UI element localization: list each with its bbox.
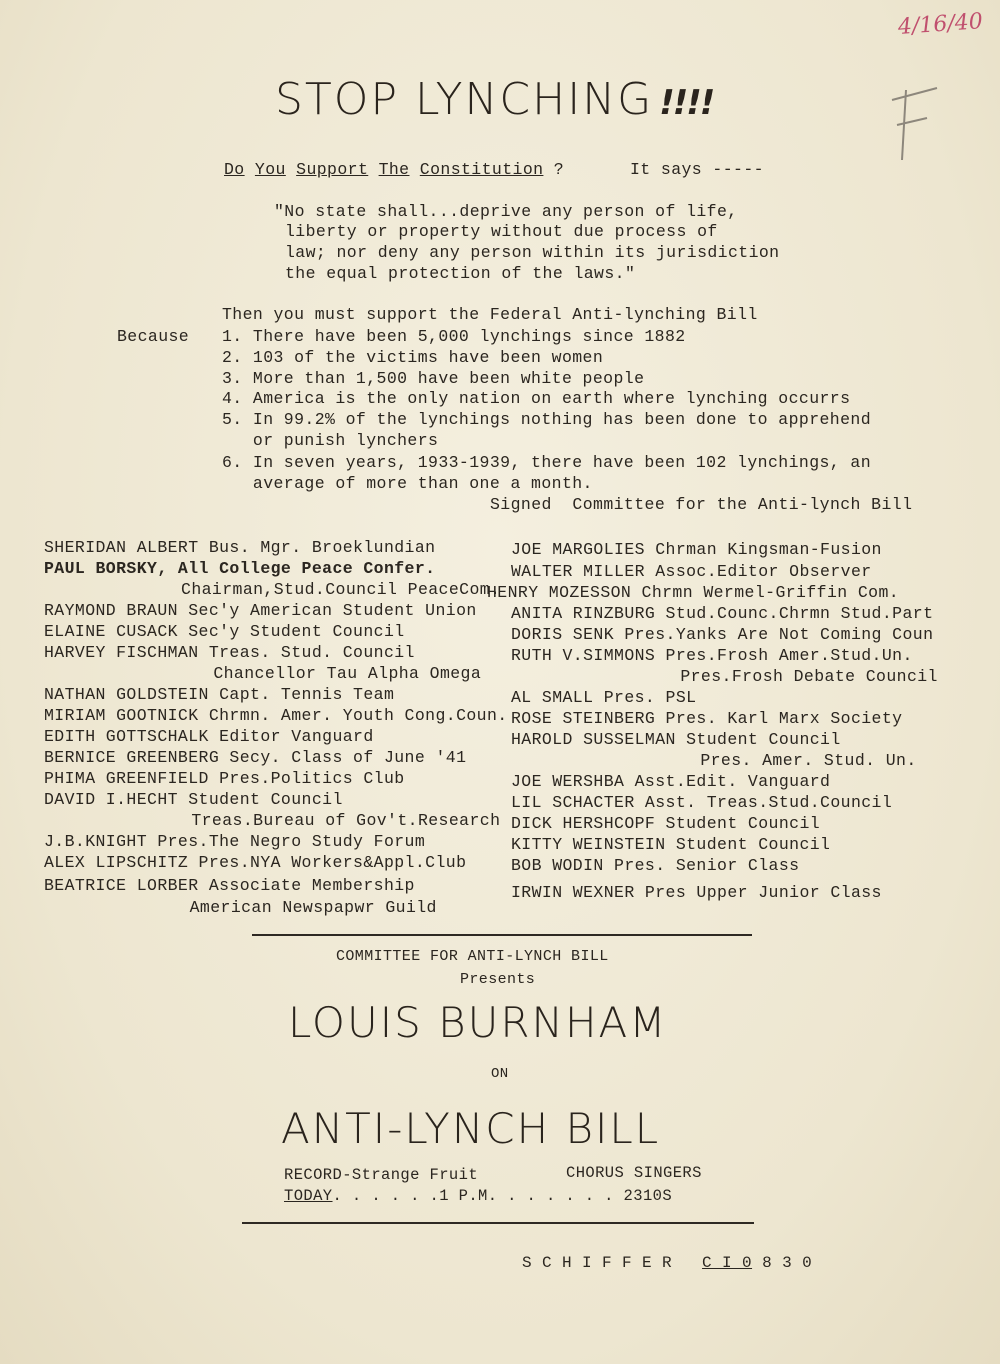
constitution-question: Do You Support The Constitution ? xyxy=(224,160,565,179)
signer-entry: Pres. Amer. Stud. Un. xyxy=(587,751,917,770)
signer-entry: PHIMA GREENFIELD Pres.Politics Club xyxy=(44,769,405,788)
presents-label: Presents xyxy=(460,971,536,988)
reason-item: 5. In 99.2% of the lynchings nothing has been done to apprehend xyxy=(222,410,872,429)
signer-entry: EDITH GOTTSCHALK Editor Vanguard xyxy=(44,727,374,746)
document-title: STOP LYNCHING !!!! xyxy=(275,74,714,125)
signed-line: Signed Committee for the Anti-lynch Bill xyxy=(490,495,913,514)
signer-entry: NATHAN GOLDSTEIN Capt. Tennis Team xyxy=(44,685,395,704)
quote-line: the equal protection of the laws." xyxy=(285,264,636,283)
reason-item: 4. America is the only nation on earth where lynching occurrs xyxy=(222,389,851,408)
schedule-line: TODAY. . . . . .1 P.M. . . . . . . 2310S xyxy=(284,1187,673,1205)
record-line: RECORD-Strange Fruit xyxy=(284,1166,479,1184)
reason-item: average of more than one a month. xyxy=(222,474,593,493)
signer-entry: Chancellor Tau Alpha Omega xyxy=(100,664,482,683)
it-says-text: It says ----- xyxy=(630,160,764,179)
signer-entry: MIRIAM GOOTNICK Chrmn. Amer. Youth Cong.Coun. xyxy=(44,706,508,725)
footer-imprint: S C H I F F E R C I 0 8 3 0 xyxy=(522,1254,813,1272)
topic-title: ANTI-LYNCH BILL xyxy=(281,1104,661,1153)
signer-entry: JOE WERSHBA Asst.Edit. Vanguard xyxy=(511,772,831,791)
speaker-name: LOUIS BURNHAM xyxy=(288,998,668,1047)
signer-entry: J.B.KNIGHT Pres.The Negro Study Forum xyxy=(44,832,426,851)
divider-top xyxy=(252,934,752,936)
signer-entry: Pres.Frosh Debate Council xyxy=(567,667,938,686)
signer-entry: HARVEY FISCHMAN Treas. Stud. Council xyxy=(44,643,415,662)
signer-entry: AL SMALL Pres. PSL xyxy=(511,688,697,707)
signer-entry: SHERIDAN ALBERT Bus. Mgr. Broeklundian xyxy=(44,538,436,557)
reason-item: 1. There have been 5,000 lynchings since 1882 xyxy=(222,327,686,346)
signer-entry: PAUL BORSKY, All College Peace Confer. xyxy=(44,559,436,578)
signer-entry: Treas.Bureau of Gov't.Research xyxy=(78,811,501,830)
chorus-line: CHORUS SINGERS xyxy=(566,1164,702,1182)
on-label: ON xyxy=(491,1066,509,1082)
signer-entry: Chairman,Stud.Council PeaceCom. xyxy=(78,580,501,599)
signer-entry: RUTH V.SIMMONS Pres.Frosh Amer.Stud.Un. xyxy=(511,646,913,665)
signer-entry: BOB WODIN Pres. Senior Class xyxy=(511,856,800,875)
signer-entry: LIL SCHACTER Asst. Treas.Stud.Council xyxy=(511,793,893,812)
because-label: Because xyxy=(117,327,190,346)
quote-line: law; nor deny any person within its jurisdiction xyxy=(285,243,780,262)
signer-entry: DICK HERSHCOPF Student Council xyxy=(511,814,821,833)
signer-entry: RAYMOND BRAUN Sec'y American Student Union xyxy=(44,601,477,620)
reason-item: 3. More than 1,500 have been white people xyxy=(222,369,645,388)
quote-line: "No state shall...deprive any person of life, xyxy=(274,202,738,221)
signer-entry: KITTY WEINSTEIN Student Council xyxy=(511,835,831,854)
signer-entry: HENRY MOZESSON Chrmn Wermel-Griffin Com. xyxy=(487,583,900,602)
handwritten-date: 4/16/40 xyxy=(897,9,984,40)
then-line: Then you must support the Federal Anti-lynching Bill xyxy=(222,305,758,324)
signer-entry: ROSE STEINBERG Pres. Karl Marx Society xyxy=(511,709,903,728)
signer-entry: JOE MARGOLIES Chrman Kingsman-Fusion xyxy=(511,540,882,559)
reason-item: or punish lynchers xyxy=(222,431,439,450)
signer-entry: HAROLD SUSSELMAN Student Council xyxy=(511,730,841,749)
signer-entry: ALEX LIPSCHITZ Pres.NYA Workers&Appl.Club xyxy=(44,853,467,872)
reason-item: 2. 103 of the victims have been women xyxy=(222,348,604,367)
divider-bottom xyxy=(242,1222,754,1224)
committee-presents-heading: COMMITTEE FOR ANTI-LYNCH BILL xyxy=(336,948,609,965)
pencil-f-mark xyxy=(872,80,942,170)
quote-line: liberty or property without due process of xyxy=(285,222,718,241)
signer-entry: DAVID I.HECHT Student Council xyxy=(44,790,343,809)
signer-entry: BEATRICE LORBER Associate Membership xyxy=(44,876,415,895)
signer-entry: ELAINE CUSACK Sec'y Student Council xyxy=(44,622,405,641)
signer-entry: IRWIN WEXNER Pres Upper Junior Class xyxy=(511,883,882,902)
signer-entry: ANITA RINZBURG Stud.Counc.Chrmn Stud.Part xyxy=(511,604,934,623)
signer-entry: WALTER MILLER Assoc.Editor Observer xyxy=(511,562,872,581)
signer-entry: BERNICE GREENBERG Secy. Class of June '41 xyxy=(44,748,467,767)
signer-entry: American Newspapwr Guild xyxy=(66,898,437,917)
reason-item: 6. In seven years, 1933-1939, there have been 102 lynchings, an xyxy=(222,453,872,472)
title-exclamation-marks: !!!! xyxy=(659,83,714,123)
signer-entry: DORIS SENK Pres.Yanks Are Not Coming Coun xyxy=(511,625,934,644)
